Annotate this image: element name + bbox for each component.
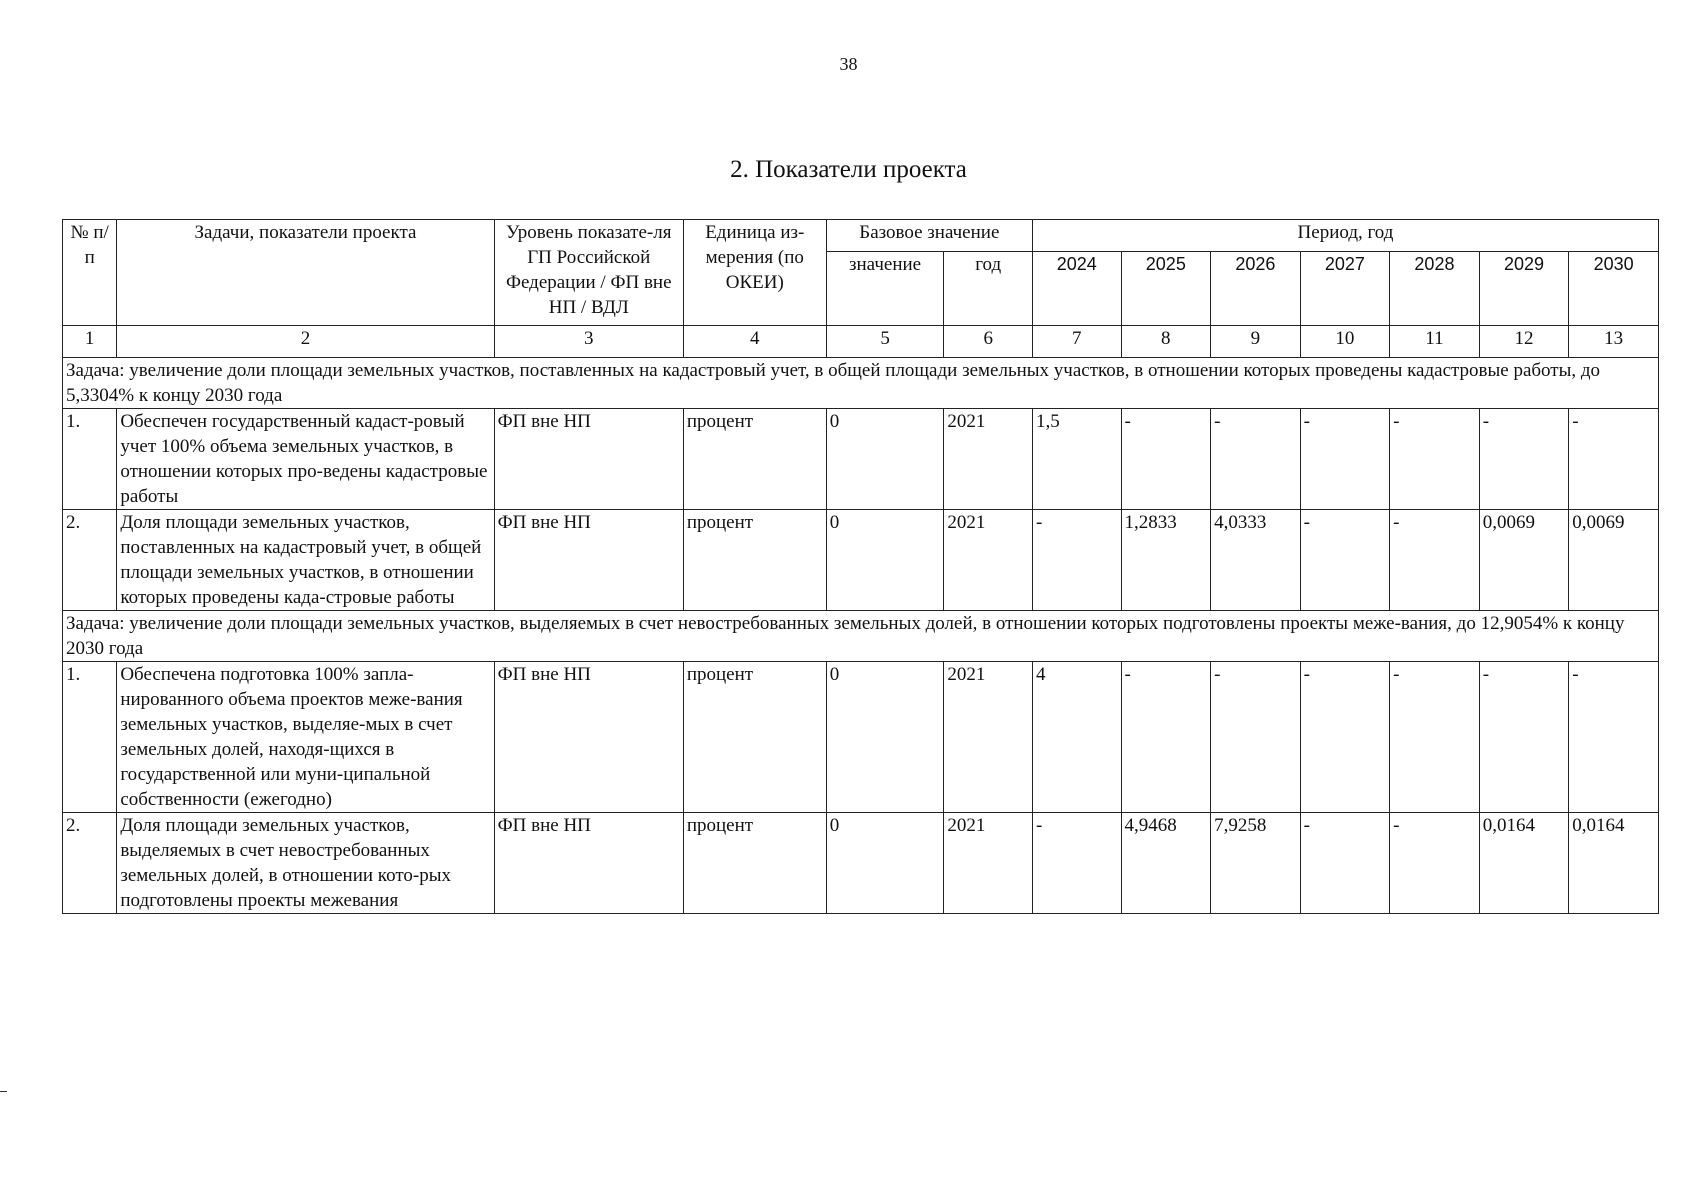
column-number: 5 bbox=[826, 326, 944, 358]
base-year: 2021 bbox=[944, 510, 1033, 611]
year-value: 0,0164 bbox=[1569, 813, 1659, 914]
column-number: 6 bbox=[944, 326, 1033, 358]
header-base: Базовое значение bbox=[826, 220, 1032, 252]
year-value: - bbox=[1479, 409, 1569, 510]
table-row bbox=[63, 662, 1659, 813]
year-value: 4 bbox=[1032, 662, 1121, 813]
column-number: 9 bbox=[1211, 326, 1301, 358]
indicator-level: ФП вне НП bbox=[494, 409, 683, 510]
indicators-table bbox=[62, 219, 1659, 914]
year-value: - bbox=[1479, 662, 1569, 813]
column-number: 4 bbox=[683, 326, 826, 358]
row-number: 1. bbox=[63, 409, 117, 510]
table-row bbox=[63, 813, 1659, 914]
header-year: 2029 bbox=[1479, 252, 1569, 326]
year-value: - bbox=[1211, 662, 1301, 813]
base-value: 0 bbox=[826, 510, 944, 611]
year-value: - bbox=[1569, 409, 1659, 510]
base-value: 0 bbox=[826, 409, 944, 510]
page-title: 2. Показатели проекта bbox=[730, 156, 967, 183]
indicator-name: Обеспечена подготовка 100% запла-нированного объема проектов меже-вания земельных участков, выделяе-мых в счет земельных долей, находя-щихся в государственной или муни-ципальной собственности (ежегодно) bbox=[117, 662, 494, 813]
header-unit: Единица из-мерения (по ОКЕИ) bbox=[683, 220, 826, 326]
header-tasks: Задачи, показатели проекта bbox=[117, 220, 494, 326]
column-number: 11 bbox=[1390, 326, 1480, 358]
column-number: 12 bbox=[1479, 326, 1569, 358]
base-year: 2021 bbox=[944, 813, 1033, 914]
header-level: Уровень показате-ля ГП Российской Федерации / ФП вне НП / ВДЛ bbox=[494, 220, 683, 326]
year-value: - bbox=[1032, 510, 1121, 611]
column-number: 7 bbox=[1032, 326, 1121, 358]
edge-mark bbox=[0, 1091, 7, 1092]
base-value: 0 bbox=[826, 662, 944, 813]
year-value: 1,5 bbox=[1032, 409, 1121, 510]
base-year: 2021 bbox=[944, 662, 1033, 813]
header-year: 2027 bbox=[1300, 252, 1390, 326]
year-value: - bbox=[1569, 662, 1659, 813]
year-value: - bbox=[1300, 510, 1390, 611]
indicator-name: Доля площади земельных участков, выделяемых в счет невостребованных земельных долей, в отношении кото-рых подготовлены проекты межевания bbox=[117, 813, 494, 914]
year-value: - bbox=[1390, 510, 1480, 611]
year-value: 0,0069 bbox=[1569, 510, 1659, 611]
year-value: 1,2833 bbox=[1121, 510, 1211, 611]
column-number: 2 bbox=[117, 326, 494, 358]
task-row bbox=[63, 358, 1659, 409]
table-row bbox=[63, 510, 1659, 611]
indicator-level: ФП вне НП bbox=[494, 813, 683, 914]
year-value: - bbox=[1211, 409, 1301, 510]
header-base-year: год bbox=[944, 252, 1033, 326]
header-period: Период, год bbox=[1032, 220, 1658, 252]
base-year: 2021 bbox=[944, 409, 1033, 510]
year-value: - bbox=[1032, 813, 1121, 914]
row-number: 1. bbox=[63, 662, 117, 813]
table-row bbox=[63, 409, 1659, 510]
year-value: - bbox=[1390, 662, 1480, 813]
year-value: - bbox=[1390, 813, 1480, 914]
year-value: 0,0164 bbox=[1479, 813, 1569, 914]
page-number: 38 bbox=[839, 54, 858, 74]
year-value: 4,0333 bbox=[1211, 510, 1301, 611]
indicator-level: ФП вне НП bbox=[494, 510, 683, 611]
column-number: 3 bbox=[494, 326, 683, 358]
base-value: 0 bbox=[826, 813, 944, 914]
indicator-unit: процент bbox=[683, 662, 826, 813]
year-value: 4,9468 bbox=[1121, 813, 1211, 914]
header-year: 2024 bbox=[1032, 252, 1121, 326]
year-value: - bbox=[1300, 813, 1390, 914]
indicator-name: Обеспечен государственный кадаст-ровый учет 100% объема земельных участков, в отношении которых про-ведены кадастровые работы bbox=[117, 409, 494, 510]
column-number: 1 bbox=[63, 326, 117, 358]
indicator-unit: процент bbox=[683, 409, 826, 510]
year-value: - bbox=[1121, 409, 1211, 510]
header-year: 2025 bbox=[1121, 252, 1211, 326]
column-number: 8 bbox=[1121, 326, 1211, 358]
row-number: 2. bbox=[63, 510, 117, 611]
task-text: Задача: увеличение доли площади земельных участков, выделяемых в счет невостребованных земельных долей, в отношении которых подготовлены проекты меже-вания, до 12,9054% к концу 2030 года bbox=[63, 611, 1659, 662]
task-row bbox=[63, 611, 1659, 662]
year-value: - bbox=[1300, 409, 1390, 510]
header-num: № п/п bbox=[63, 220, 117, 326]
year-value: 0,0069 bbox=[1479, 510, 1569, 611]
year-value: 7,9258 bbox=[1211, 813, 1301, 914]
header-year: 2026 bbox=[1211, 252, 1301, 326]
year-value: - bbox=[1390, 409, 1480, 510]
column-number: 13 bbox=[1569, 326, 1659, 358]
header-year: 2030 bbox=[1569, 252, 1659, 326]
column-number: 10 bbox=[1300, 326, 1390, 358]
year-value: - bbox=[1300, 662, 1390, 813]
column-numbers-row bbox=[63, 326, 1659, 358]
indicator-unit: процент bbox=[683, 510, 826, 611]
indicator-unit: процент bbox=[683, 813, 826, 914]
task-text: Задача: увеличение доли площади земельных участков, поставленных на кадастровый учет, в общей площади земельных участков, в отношении которых проведены кадастровые работы, до 5,3304% к концу 2030 года bbox=[63, 358, 1659, 409]
indicator-level: ФП вне НП bbox=[494, 662, 683, 813]
row-number: 2. bbox=[63, 813, 117, 914]
indicator-name: Доля площади земельных участков, поставленных на кадастровый учет, в общей площади земельных участков, в отношении которых проведены када-стровые работы bbox=[117, 510, 494, 611]
year-value: - bbox=[1121, 662, 1211, 813]
header-year: 2028 bbox=[1390, 252, 1480, 326]
header-base-value: значение bbox=[826, 252, 944, 326]
